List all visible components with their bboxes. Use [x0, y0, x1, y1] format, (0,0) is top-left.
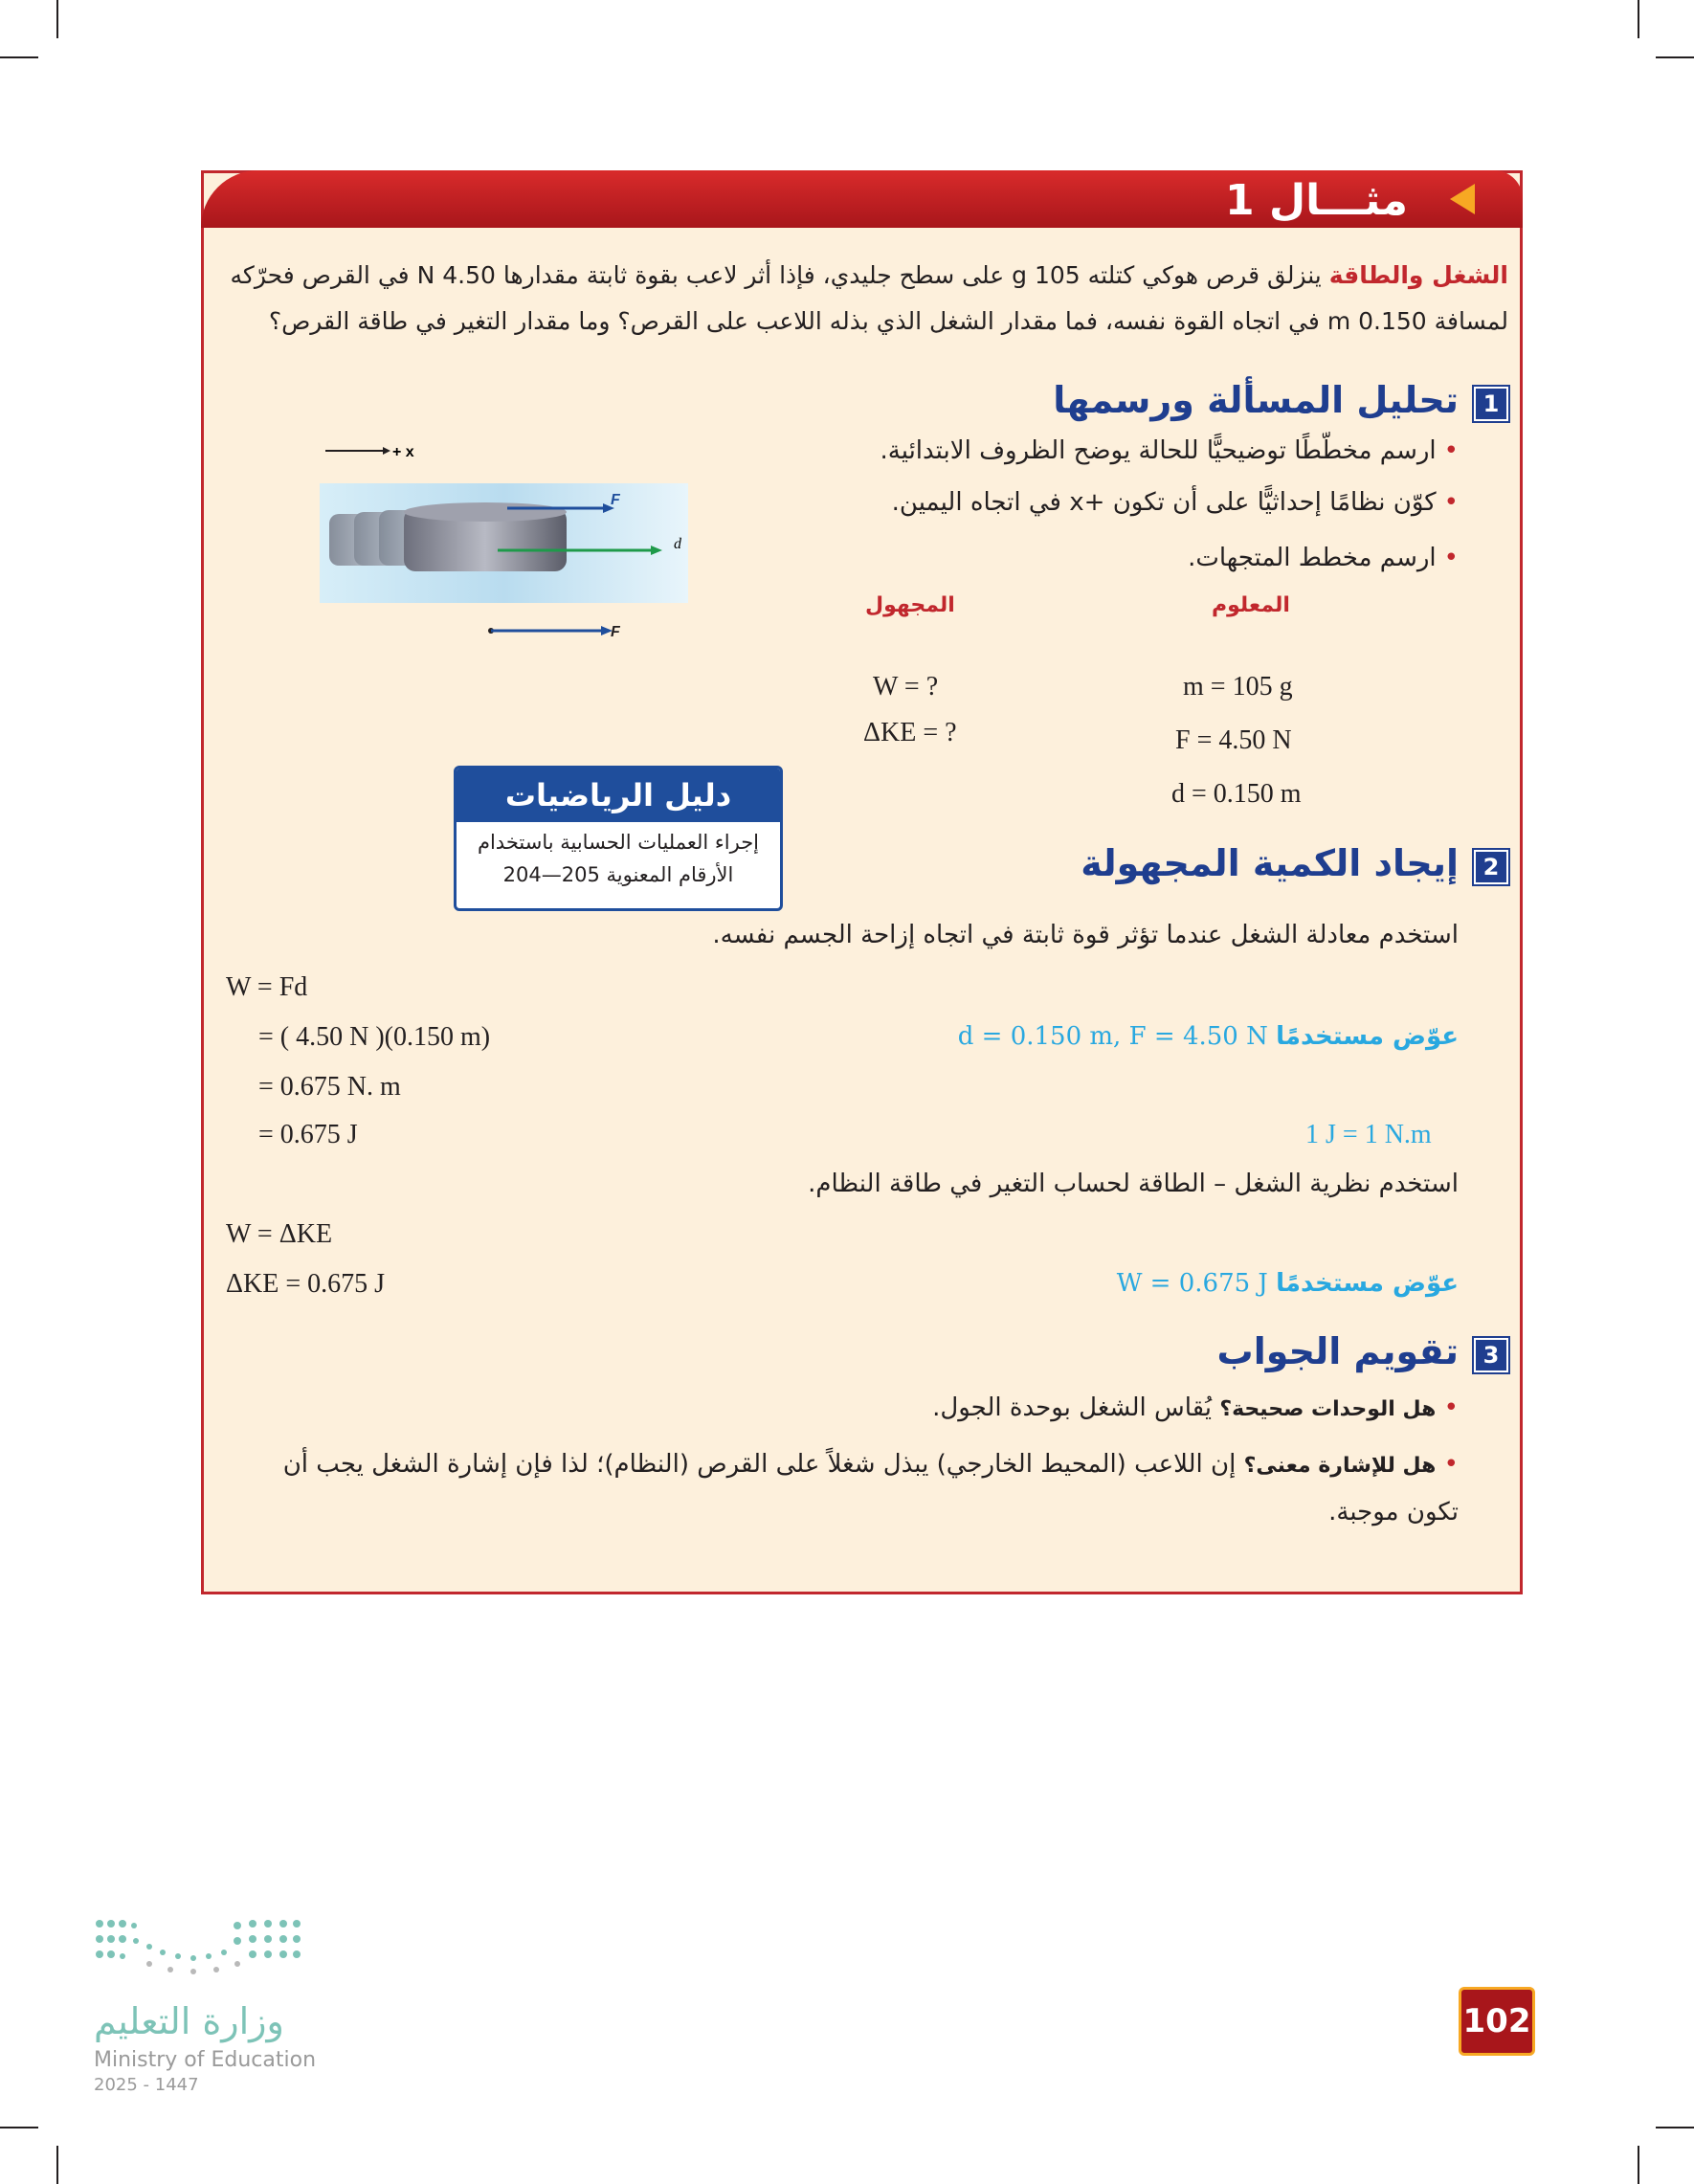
displacement-label: d: [674, 536, 681, 552]
axis-arrowhead: [383, 447, 390, 455]
ministry-year: 2025 - 1447: [94, 2075, 199, 2095]
crop-mark: [1656, 56, 1694, 58]
puck-diagram: [316, 435, 699, 641]
substitution-value: W = 0.675 J: [1116, 1269, 1268, 1298]
check-units-answer: يُقاس الشغل بوحدة الجول.: [932, 1393, 1213, 1422]
equation-line: = 0.675 J: [258, 1120, 358, 1149]
section-1-title: تحليل المسألة ورسمها: [1053, 379, 1459, 421]
math-guide-line: الأرقام المعنوية 205—204: [502, 863, 734, 886]
unknown-work: W = ?: [873, 672, 939, 702]
puck-diagram-svg: [316, 435, 699, 641]
force-label: F: [611, 492, 620, 508]
substitution-note-2: [1117, 1269, 1459, 1298]
intro-lead: الشغل والطاقة: [1328, 261, 1508, 289]
section-3-number: 3: [1474, 1338, 1508, 1372]
math-guide-line: إجراء العمليات الحسابية باستخدام: [477, 831, 760, 854]
section-1-bullet: • ارسم مخطّطًا توضيحيًّا للحالة يوضح الظروف الابتدائية.: [880, 436, 1459, 465]
section-2-instruction-1: استخدم معادلة الشغل عندما تؤثر قوة ثابتة في اتجاه إزاحة الجسم نفسه.: [712, 921, 1459, 949]
substitution-value: d = 0.150 m, F = 4.50 N: [957, 1022, 1268, 1051]
section-1-number: 1: [1474, 387, 1508, 421]
ministry-logo-icon: [94, 1914, 304, 1991]
unknown-ke: ΔKE = ?: [863, 718, 957, 747]
substitution-note-1: [958, 1022, 1459, 1051]
crop-mark: [56, 2146, 58, 2184]
page-number: 102: [1459, 1987, 1535, 2056]
force-vector-label: F: [611, 624, 620, 640]
ministry-name-arabic: وزارة التعليم: [94, 2000, 284, 2042]
ministry-name-english: Ministry of Education: [94, 2048, 317, 2072]
section-2-instruction-2: استخدم نظرية الشغل – الطاقة لحساب التغير في طاقة النظام.: [808, 1170, 1459, 1198]
crop-mark: [1656, 2127, 1694, 2128]
substitution-label: عوّض مستخدمًا: [1276, 1269, 1459, 1298]
section-2-title: إيجاد الكمية المجهولة: [1081, 842, 1459, 884]
section-1-bullet: • كوّن نظامًا إحداثيًّا على أن تكون +x في اتجاه اليمين.: [892, 488, 1459, 517]
crop-mark: [0, 56, 38, 58]
puck: [404, 502, 567, 571]
crop-mark: [1638, 2146, 1639, 2184]
example-title: مثـــال 1: [1225, 176, 1408, 225]
example-banner: [201, 170, 1523, 228]
section-2-number: 2: [1474, 850, 1508, 884]
check-units-question: هل الوحدات صحيحة؟: [1219, 1397, 1437, 1421]
axis-label: + x: [392, 444, 414, 460]
section-3-title: تقويم الجواب: [1216, 1330, 1459, 1372]
math-guide-body: [457, 822, 780, 891]
check-units: • هل الوحدات صحيحة؟ يُقاس الشغل بوحدة الجول.: [932, 1393, 1459, 1422]
check-sign: • هل للإشارة معنى؟ إن اللاعب (المحيط الخارجي) يبذل شغلاً على القرص (النظام)؛ لذا فإن إشارة الشغل يجب أن تكون موجبة.: [282, 1450, 1459, 1527]
known-force: F = 4.50 N: [1175, 725, 1292, 755]
crop-mark: [0, 2127, 38, 2128]
unknown-header: المجهول: [865, 593, 955, 617]
intro-paragraph: [226, 253, 1508, 345]
math-guide-box[interactable]: [454, 766, 783, 911]
equation-line: = 0.675 N. m: [258, 1072, 401, 1102]
math-guide-title: دليل الرياضيات: [457, 769, 780, 822]
equation-line: = ( 4.50 N )(0.150 m): [258, 1022, 491, 1052]
check-sign-question: هل للإشارة معنى؟: [1243, 1454, 1437, 1478]
crop-mark: [1638, 0, 1639, 38]
equation-line: ΔKE = 0.675 J: [226, 1269, 386, 1299]
crop-mark: [56, 0, 58, 38]
section-1-bullet: • ارسم مخطط المتجهات.: [1188, 544, 1459, 572]
equation-line: W = Fd: [226, 972, 308, 1002]
known-mass: m = 105 g: [1183, 672, 1293, 702]
known-header: المعلوم: [1212, 593, 1290, 617]
unit-note: 1 J = 1 N.m: [1305, 1120, 1432, 1149]
known-distance: d = 0.150 m: [1171, 779, 1302, 809]
check-sign-answer: إن اللاعب (المحيط الخارجي) يبذل شغلاً على القرص (النظام)؛ لذا فإن إشارة الشغل يجب أن تكون موجبة.: [282, 1450, 1459, 1527]
intro-text: ينزلق قرص هوكي كتلته 105 g على سطح جليدي، فإذا أثر لاعب بقوة ثابتة مقدارها 4.50 N في القرص فحرّكه لمسافة 0.150 m في اتجاه القوة نفسه، فما مقدار الشغل الذي بذله اللاعب على القرص؟ وما مقدار التغير في طاقة القرص؟: [230, 261, 1508, 335]
substitution-label: عوّض مستخدمًا: [1276, 1022, 1459, 1051]
triangle-icon: [1450, 184, 1475, 214]
equation-line: W = ΔKE: [226, 1219, 333, 1249]
